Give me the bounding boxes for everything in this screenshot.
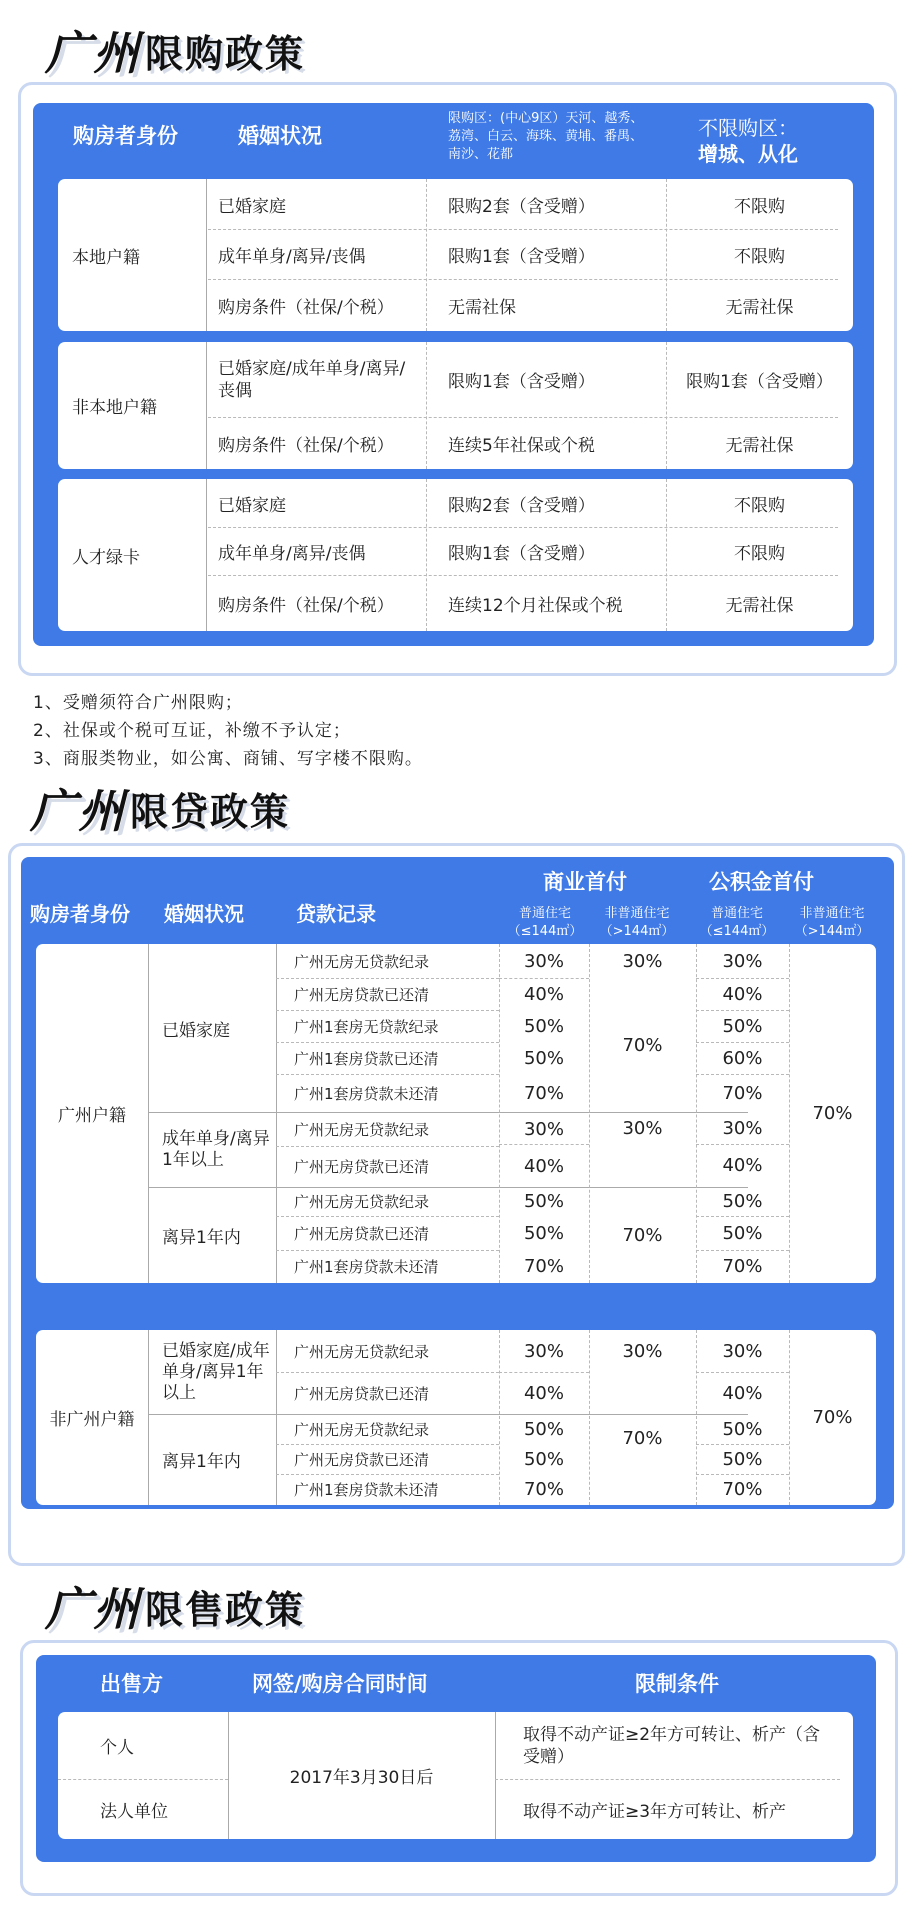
header-limited-area: 限购区：(中心9区）天河、越秀、荔湾、白云、海珠、黄埔、番禺、南沙、花都: [448, 111, 644, 162]
commercial-normal: 30%: [523, 1340, 564, 1362]
header-unlimited-area: 增城、从化: [698, 142, 798, 166]
header-unlimited-label: 不限购区：: [698, 116, 798, 140]
marital-cell: 购房条件（社保/个税）: [218, 297, 394, 318]
commercial-normal: 50%: [523, 1418, 564, 1440]
identity-label: 本地户籍: [72, 247, 140, 268]
fund-normal: 50%: [722, 1418, 763, 1440]
footnote-right: 普宅建面≤144㎡，非普宅建面＞144㎡: [620, 1521, 850, 1536]
loan-record: 广州1套房贷款未还清: [294, 1258, 439, 1276]
header-record: 贷款记录: [296, 902, 376, 926]
commercial-normal: 50%: [523, 1047, 564, 1069]
limited-cell: 限购1套（含受赠）: [448, 543, 595, 564]
fund-normal: 60%: [722, 1047, 763, 1069]
header-time: 网签/购房合同时间: [252, 1672, 428, 1696]
header-fund-nonnormal: 非普通住宅: [799, 906, 865, 921]
header-normal-sub: （≤144㎡）: [507, 924, 583, 939]
card-local: [58, 179, 853, 331]
title-city: 广州: [30, 784, 126, 838]
unlimited-cell: 限购1套（含受赠）: [686, 372, 833, 392]
card-gz: [36, 944, 876, 1283]
header-identity: 购房者身份: [30, 902, 130, 926]
fund-normal: 70%: [722, 1082, 763, 1104]
loan-record: 广州1套房贷款已还清: [294, 1049, 439, 1068]
card-talent: [58, 479, 853, 631]
title-text: 限贷政策: [130, 789, 291, 834]
commercial-normal: 50%: [523, 1448, 564, 1470]
contract-time: 2017年3月30日后: [289, 1768, 434, 1788]
commercial-nonnormal: 30%: [622, 950, 663, 972]
header-commercial: 商业首付: [543, 870, 627, 894]
loan-record: 广州无房无贷款纪录: [294, 1342, 430, 1361]
unlimited-cell: 不限购: [734, 246, 785, 267]
card-nonlocal: [58, 342, 853, 469]
loan-record: 广州无房贷款已还清: [294, 985, 430, 1004]
seller-individual: 个人: [100, 1738, 134, 1758]
loan-record: 广州无房贷款已还清: [294, 1450, 430, 1469]
commercial-normal: 50%: [523, 1191, 564, 1212]
marital-cell: 已婚家庭/成年单身/离异/丧偶: [218, 358, 406, 401]
limited-cell: 限购1套（含受赠）: [448, 372, 595, 392]
title-text: 限售政策: [145, 1587, 306, 1632]
commercial-nonnormal: 70%: [622, 1034, 663, 1056]
fund-normal: 30%: [722, 1340, 763, 1362]
loan-record: 广州无房贷款已还清: [294, 1158, 430, 1176]
header-conditions: 限制条件: [635, 1672, 719, 1696]
commercial-normal: 70%: [523, 1256, 564, 1277]
fund-normal: 30%: [722, 950, 763, 972]
unlimited-cell: 无需社保: [725, 297, 794, 318]
commercial-normal: 70%: [523, 1082, 564, 1104]
section-title-loan: [30, 778, 290, 838]
header-fund-normal: 普通住宅: [710, 906, 763, 921]
commercial-normal: 40%: [523, 983, 564, 1005]
fund-nonnormal: 70%: [812, 1103, 853, 1124]
header-normal: 普通住宅: [518, 906, 571, 921]
commercial-normal: 40%: [523, 1382, 564, 1404]
limited-cell: 连续12个月社保或个税: [448, 595, 623, 616]
commercial-nonnormal: 70%: [622, 1428, 663, 1449]
unlimited-cell: 无需社保: [725, 435, 794, 456]
unlimited-cell: 不限购: [734, 543, 785, 564]
fund-normal: 40%: [722, 1382, 763, 1404]
header-nonnormal-sub: （>144㎡）: [599, 924, 675, 939]
marital-cell: 成年单身/离异1年以上: [162, 1128, 270, 1170]
fund-normal: 50%: [722, 1448, 763, 1470]
fund-normal: 70%: [722, 1256, 763, 1277]
fund-normal: 50%: [722, 1015, 763, 1037]
commercial-normal: 40%: [523, 1156, 564, 1177]
limited-cell: 连续5年社保或个税: [448, 435, 595, 456]
loan-record: 广州1套房贷款未还清: [294, 1084, 439, 1103]
card-sale: [58, 1712, 853, 1839]
limited-cell: 限购1套（含受赠）: [448, 246, 595, 267]
commercial-normal: 30%: [523, 1118, 564, 1140]
fund-normal: 30%: [722, 1117, 763, 1139]
unlimited-cell: 不限购: [734, 196, 785, 217]
marital-cell: 已婚家庭: [162, 1020, 230, 1041]
marital-cell: 已婚家庭/成年单身/离异1年以上: [162, 1340, 270, 1403]
header-fund: 公积金首付: [709, 870, 814, 894]
header-marital: 婚姻状况: [238, 124, 322, 148]
fund-normal: 40%: [722, 983, 763, 1005]
title-city: 广州: [45, 1582, 141, 1636]
header-marital: 婚姻状况: [164, 902, 244, 926]
title-text: 限购政策: [145, 31, 306, 76]
commercial-normal: 50%: [523, 1222, 564, 1244]
header-seller: 出售方: [100, 1672, 163, 1696]
card-nongz: [36, 1330, 876, 1505]
loan-record: 广州无房无贷款纪录: [294, 1420, 430, 1439]
fund-normal: 50%: [722, 1222, 763, 1244]
title-city: 广州: [45, 26, 141, 80]
unlimited-cell: 无需社保: [725, 595, 794, 616]
loan-record: 广州无房无贷款纪录: [294, 1193, 430, 1211]
identity-label: 广州户籍: [58, 1106, 126, 1126]
fund-normal: 70%: [722, 1479, 763, 1500]
identity-label: 人才绿卡: [72, 547, 140, 568]
marital-cell: 离异1年内: [162, 1452, 241, 1472]
header-fund-nonnormal-sub: （>144㎡）: [794, 924, 870, 939]
loan-record: 广州无房贷款已还清: [294, 1224, 430, 1243]
footnote-left: *以上首付比例，仅供参考，请以实际银行情况为准: [34, 1517, 372, 1535]
limited-cell: 限购2套（含受赠）: [448, 196, 595, 217]
loan-record: 广州无房无贷款纪录: [294, 1120, 430, 1139]
fund-normal: 40%: [722, 1155, 763, 1176]
commercial-normal: 50%: [523, 1015, 564, 1037]
commercial-nonnormal: 30%: [622, 1340, 663, 1362]
marital-cell: 已婚家庭: [218, 196, 286, 217]
unlimited-cell: 不限购: [734, 495, 785, 516]
section-title-sale: [45, 1576, 305, 1636]
note-1: 1、受赠须符合广州限购；: [33, 693, 243, 713]
marital-cell: 购房条件（社保/个税）: [218, 435, 394, 456]
seller-legal-entity: 法人单位: [100, 1801, 168, 1822]
commercial-nonnormal: 30%: [622, 1117, 663, 1139]
condition-legal-entity: 取得不动产证≥3年方可转让、析产: [523, 1801, 787, 1822]
marital-cell: 成年单身/离异/丧偶: [218, 246, 366, 267]
marital-cell: 已婚家庭: [218, 495, 286, 516]
loan-record: 广州无房贷款已还清: [294, 1384, 430, 1403]
marital-cell: 购房条件（社保/个税）: [218, 595, 394, 616]
section-title-purchase: [45, 20, 305, 80]
note-3: 3、商服类物业，如公寓、商铺、写字楼不限购。: [33, 749, 423, 769]
note-2: 2、社保或个税可互证，补缴不予认定；: [33, 721, 351, 741]
condition-individual: 取得不动产证≥2年方可转让、析产（含受赠）: [523, 1724, 821, 1767]
fund-nonnormal: 70%: [812, 1407, 853, 1428]
loan-record: 广州无房无贷款纪录: [294, 952, 430, 971]
identity-label: 非广州户籍: [49, 1410, 135, 1430]
header-fund-normal-sub: （≤144㎡）: [699, 924, 775, 939]
limited-cell: 限购2套（含受赠）: [448, 495, 595, 516]
loan-record: 广州1套房无贷款纪录: [294, 1017, 439, 1036]
commercial-normal: 30%: [523, 950, 564, 972]
identity-label: 非本地户籍: [72, 398, 157, 418]
commercial-normal: 70%: [523, 1479, 564, 1500]
commercial-nonnormal: 70%: [622, 1224, 663, 1246]
header-nonnormal: 非普通住宅: [604, 906, 670, 921]
fund-normal: 50%: [722, 1191, 763, 1212]
marital-cell: 成年单身/离异/丧偶: [218, 543, 366, 564]
marital-cell: 离异1年内: [162, 1227, 241, 1248]
limited-cell: 无需社保: [448, 297, 516, 318]
header-identity: 购房者身份: [73, 124, 178, 148]
loan-record: 广州1套房贷款未还清: [294, 1481, 439, 1499]
